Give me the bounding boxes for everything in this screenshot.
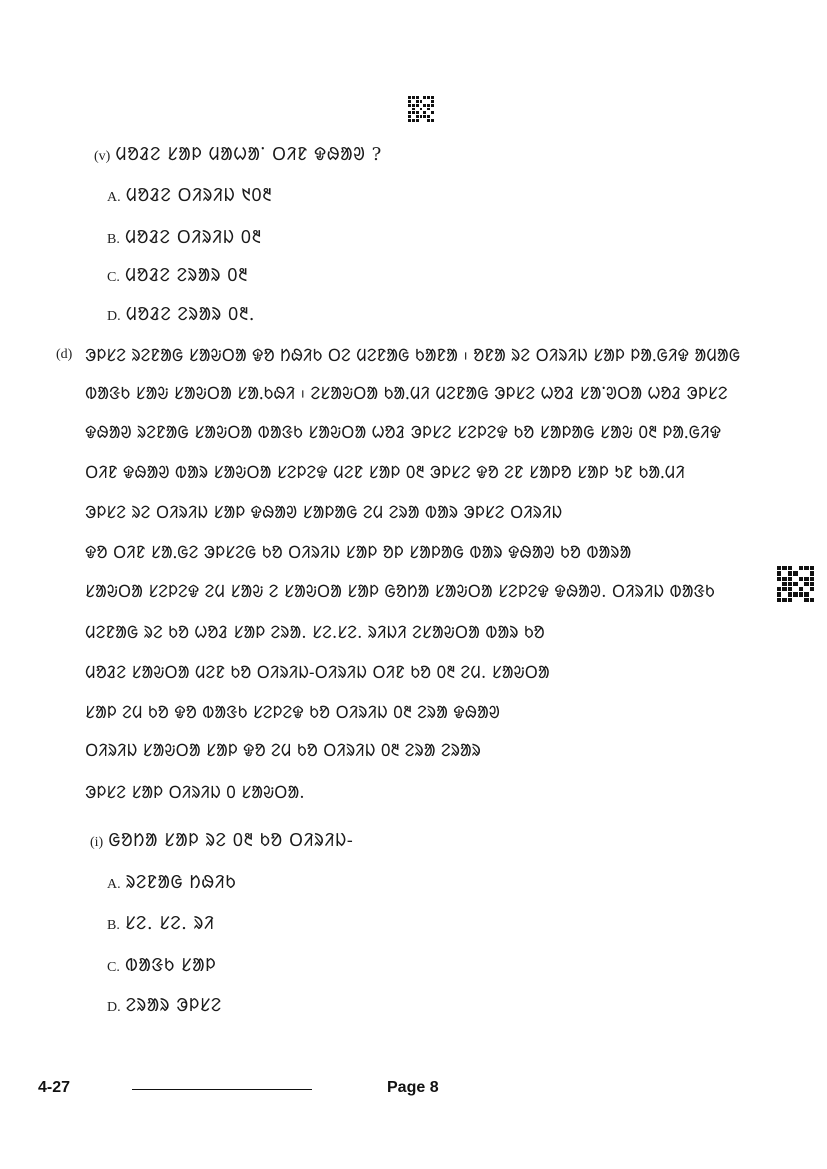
passage-line: ᱛᱤᱱ ᱫᱷᱟᱣ ᱵᱟᱨ ᱥᱟᱶᱛᱟ ᱥᱮᱞᱮᱫ ᱢᱮᱱ ᱥᱟᱞ ᱐᱓ ᱳᱞᱥᱮ ᱫᱚ ᱮᱱ ᱥᱟᱞᱚ ᱥᱟᱞ ᱩᱱ ᱠᱟᱹᱢᱤ: [85, 463, 685, 483]
question-v-option-d: [107, 302, 255, 326]
passage-line: ᱳᱞᱥᱮ ᱨᱮ ᱛᱤᱨᱤᱡ ᱥᱟᱞ ᱫᱷᱟᱣ ᱥᱟᱞᱟᱜ ᱮᱢ ᱮᱨᱟ ᱵᱟᱨ ᱳᱞᱥᱮ ᱛᱤᱨᱤᱡ: [85, 503, 563, 523]
page-number: Page 8: [387, 1079, 439, 1096]
option-text: ᱢᱚᱲᱮ ᱮᱨᱟᱨ ᱐᱓.: [125, 304, 255, 325]
footer-divider: [132, 1089, 312, 1090]
question-i-label: (i): [90, 835, 104, 850]
passage-line: ᱫᱷᱟᱣ ᱨᱮᱱᱟᱜ ᱥᱟᱶᱛᱟ ᱵᱟᱝᱠ ᱥᱟᱶᱛᱟ ᱦᱚᱲ ᱳᱞᱥᱮ ᱥᱮᱞᱮᱫ ᱠᱚ ᱥᱟᱞᱟᱜ ᱥᱟᱶ ᱐᱓ ᱞᱟᱹᱜᱤᱫ: [85, 423, 722, 443]
question-v-option-b: [107, 225, 261, 249]
option-text: ᱥᱮ. ᱥᱮ. ᱨᱤ: [124, 913, 215, 934]
option-letter: C.: [107, 960, 120, 975]
passage-line: ᱛᱤᱨᱤᱡ ᱥᱟᱶᱛᱟ ᱥᱟᱞ ᱫᱚ ᱮᱢ ᱠᱚ ᱛᱤᱨᱤᱡ ᱐᱓ ᱮᱨᱟ ᱮᱨᱟᱨ: [85, 741, 481, 761]
passage-line: ᱢᱮᱱᱟᱜ ᱨᱮ ᱠᱚ ᱦᱚᱲ ᱥᱟᱞ ᱮᱨᱟ. ᱥᱮ.ᱥᱮ. ᱨᱤᱡᱤ ᱮᱥᱟᱶᱛᱟ ᱵᱟᱨ ᱠᱚ: [85, 623, 545, 643]
footer-code: 4-27: [38, 1079, 71, 1096]
question-i-option-b: [107, 911, 214, 935]
passage-line: ᱳᱞᱥᱮ ᱨᱮᱱᱟᱜ ᱥᱟᱶᱛᱟ ᱫᱚ ᱴᱷᱤᱠ ᱛᱮ ᱢᱮᱱᱟᱜ ᱠᱟᱱᱟ ᱾ ᱚᱱᱟ ᱨᱮ ᱛᱤᱨᱤᱡ ᱥᱟᱞ ᱞᱟᱹᱜᱤᱫ ᱟᱢᱟᱜ: [85, 346, 741, 366]
question-v-option-c: [107, 263, 248, 287]
qr-code-top: [408, 96, 434, 122]
option-text: ᱮᱨᱟᱨ ᱳᱞᱥᱮ: [125, 995, 222, 1016]
option-letter: C.: [107, 270, 120, 285]
question-i-option-c: [107, 953, 216, 977]
question-i-option-d: [107, 993, 222, 1017]
passage-line: ᱳᱞᱥᱮ ᱥᱟᱞ ᱛᱤᱨᱤᱡ ᱐ ᱥᱟᱶᱛᱟ.: [85, 783, 305, 803]
option-text: ᱨᱮᱱᱟᱜ ᱴᱷᱤᱠ: [125, 872, 237, 893]
passage-line: ᱥᱟᱞ ᱮᱢ ᱠᱚ ᱫᱚ ᱵᱟᱝᱠ ᱥᱮᱞᱮᱫ ᱠᱚ ᱛᱤᱨᱤᱡ ᱐᱓ ᱮᱨᱟ ᱫᱷᱟᱣ: [85, 703, 500, 723]
option-letter: D.: [107, 309, 121, 324]
question-v-label: (v): [94, 149, 111, 164]
passage-line: ᱫᱚ ᱛᱤᱱ ᱥᱟᱹᱜᱮ ᱳᱞᱥᱮᱜ ᱠᱚ ᱛᱤᱨᱤᱡ ᱥᱟᱞ ᱚᱞ ᱥᱟᱞᱟᱜ ᱵᱟᱨ ᱫᱷᱟᱣ ᱠᱚ ᱵᱟᱨᱟ: [85, 543, 632, 563]
option-text: ᱵᱟᱝᱠ ᱥᱟᱞ: [124, 955, 217, 976]
question-v-text: ᱢᱚᱲᱮ ᱥᱟᱞ ᱢᱟᱦᱟᱸ ᱛᱤᱱ ᱫᱷᱟᱣ ?: [115, 144, 382, 165]
question-i-option-a: [107, 870, 236, 894]
question-v: [94, 142, 382, 166]
option-letter: D.: [107, 1000, 121, 1015]
passage-line: ᱥᱟᱶᱛᱟ ᱥᱮᱞᱮᱫ ᱮᱢ ᱥᱟᱶ ᱮ ᱥᱟᱶᱛᱟ ᱥᱟᱞ ᱜᱚᱴᱟ ᱥᱟᱶᱛᱟ ᱥᱮᱞᱮᱫ ᱫᱷᱟᱣ. ᱛᱤᱨᱤᱡ ᱵᱟᱝᱠ: [85, 582, 715, 602]
question-i-text: ᱜᱚᱴᱟ ᱥᱟᱞ ᱨᱮ ᱐᱓ ᱠᱚ ᱛᱤᱨᱤᱡ-: [108, 830, 354, 851]
option-text: ᱢᱚᱲᱮ ᱛᱤᱨᱤᱡ ᱑᱐᱓: [125, 185, 272, 206]
question-i: [90, 828, 353, 852]
option-letter: B.: [107, 232, 120, 247]
option-text: ᱢᱚᱲᱮ ᱛᱤᱨᱤᱡ ᱐᱓: [124, 227, 262, 248]
question-v-option-a: [107, 183, 272, 207]
passage-line: ᱵᱟᱝᱠ ᱥᱟᱶ ᱥᱟᱶᱛᱟ ᱥᱟᱹᱠᱷᱤ ᱾ ᱮᱥᱟᱶᱛᱟ ᱠᱟᱹᱢᱤ ᱢᱮᱱᱟᱜ ᱳᱞᱥᱮ ᱦᱚᱲ ᱥᱟᱸᱣᱛᱟ ᱦᱚᱲ ᱳᱞᱥᱮ: [85, 384, 728, 404]
option-letter: A.: [107, 877, 121, 892]
option-text: ᱢᱚᱲᱮ ᱮᱨᱟᱨ ᱐᱓: [124, 265, 248, 286]
passage-d-label: (d): [56, 347, 73, 362]
option-letter: A.: [107, 190, 121, 205]
option-letter: B.: [107, 918, 120, 933]
passage-line: ᱢᱚᱲᱮ ᱥᱟᱶᱛᱟ ᱢᱮᱱ ᱠᱚ ᱛᱤᱨᱤᱡ-ᱛᱤᱨᱤᱡ ᱛᱤᱱ ᱠᱚ ᱐᱓ ᱮᱢ. ᱥᱟᱶᱛᱟ: [85, 663, 550, 683]
